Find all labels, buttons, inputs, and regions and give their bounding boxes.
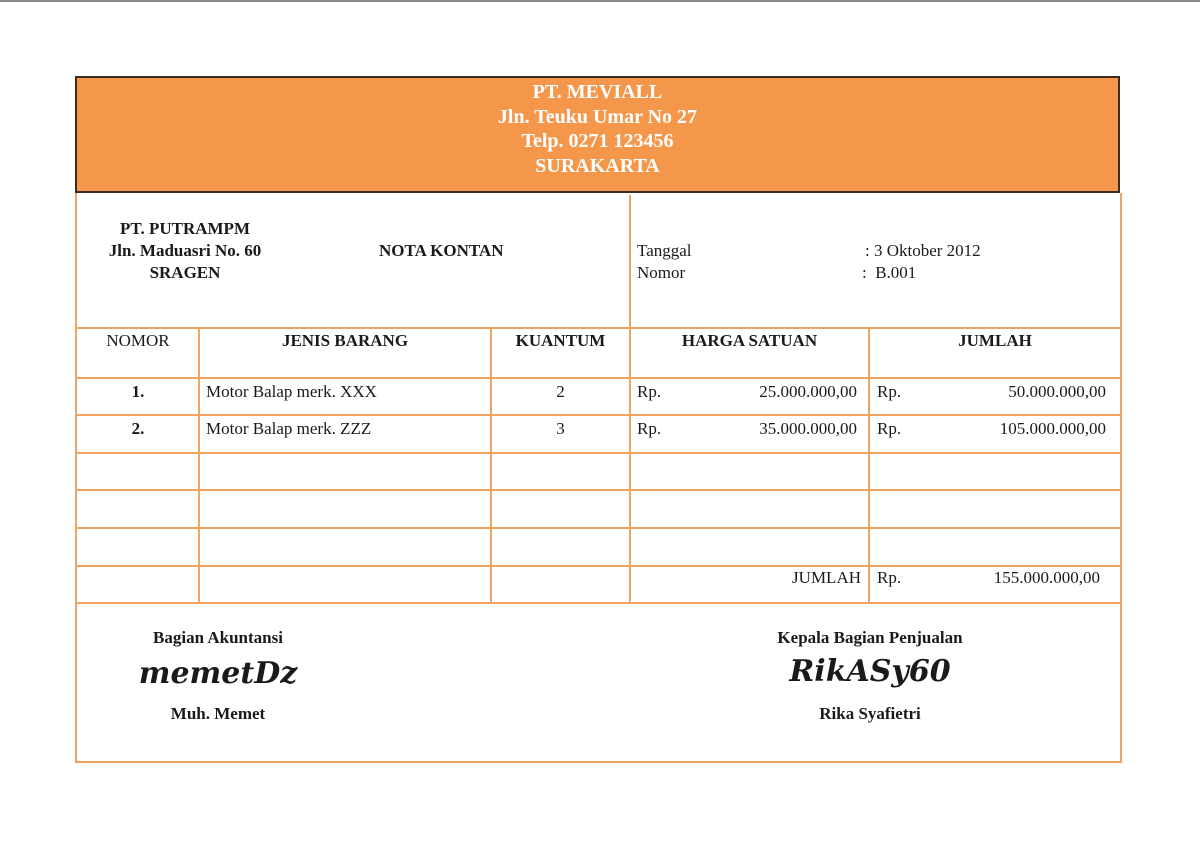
- row-qty: 2: [556, 382, 565, 401]
- row-number: 1.: [131, 382, 145, 401]
- col-header-nomor: NOMOR: [106, 331, 170, 350]
- row-total-currency: Rp.: [877, 382, 902, 401]
- col-header-jumlah: JUMLAH: [958, 331, 1032, 350]
- row-price-currency: Rp.: [637, 419, 662, 438]
- table-line: [76, 602, 1121, 604]
- company-address: Jln. Teuku Umar No 27: [497, 105, 698, 128]
- row-item: Motor Balap merk. XXX: [206, 382, 377, 401]
- table-col-line: [198, 328, 200, 604]
- document-title: NOTA KONTAN: [379, 241, 504, 260]
- row-item: Motor Balap merk. ZZZ: [206, 419, 372, 438]
- company-city: SURAKARTA: [535, 154, 660, 177]
- grand-total-label: JUMLAH: [792, 568, 861, 587]
- grand-total-value: 155.000.000,00: [993, 568, 1100, 587]
- col-header-harga-satuan: HARGA SATUAN: [681, 331, 818, 350]
- table-line: [76, 327, 1121, 329]
- table-col-line: [868, 328, 870, 604]
- table-line: [76, 489, 1121, 491]
- signature-right-name: Rika Syafietri: [819, 704, 921, 723]
- table-line: [76, 452, 1121, 454]
- top-border-line: [0, 0, 1200, 2]
- signature-right-mark: RikASy60: [789, 654, 951, 689]
- row-total-currency: Rp.: [877, 419, 902, 438]
- date-value: : 3 Oktober 2012: [865, 241, 981, 260]
- signature-left-role: Bagian Akuntansi: [153, 628, 283, 647]
- signature-left-mark: memetDz: [138, 656, 298, 691]
- signature-left-name: Muh. Memet: [170, 704, 266, 723]
- customer-name: PT. PUTRAMPM: [120, 219, 250, 238]
- row-number: 2.: [131, 419, 145, 438]
- table-line: [76, 414, 1121, 416]
- company-name: PT. MEVIALL: [532, 81, 663, 103]
- table-col-line: [629, 328, 631, 604]
- company-header: [75, 76, 1120, 193]
- row-total: 105.000.000,00: [999, 419, 1106, 438]
- table-line: [76, 377, 1121, 379]
- table-line: [76, 527, 1121, 529]
- table-col-line: [490, 328, 492, 604]
- number-value: : B.001: [862, 263, 917, 282]
- col-header-kuantum: KUANTUM: [515, 331, 606, 350]
- customer-city: SRAGEN: [149, 263, 221, 282]
- number-label: Nomor: [637, 263, 686, 282]
- table-line: [76, 565, 1121, 567]
- row-price: 25.000.000,00: [759, 382, 857, 401]
- col-header-jenis-barang: JENIS BARANG: [281, 331, 409, 350]
- company-phone: Telp. 0271 123456: [521, 130, 674, 152]
- row-total: 50.000.000,00: [1008, 382, 1106, 401]
- row-qty: 3: [556, 419, 565, 438]
- row-price-currency: Rp.: [637, 382, 662, 401]
- row-price: 35.000.000,00: [759, 419, 857, 438]
- signature-right-role: Kepala Bagian Penjualan: [777, 628, 963, 647]
- customer-address: Jln. Maduasri No. 60: [108, 241, 262, 260]
- grand-total-currency: Rp.: [877, 568, 902, 587]
- info-divider: [629, 195, 631, 329]
- date-label: Tanggal: [637, 241, 692, 260]
